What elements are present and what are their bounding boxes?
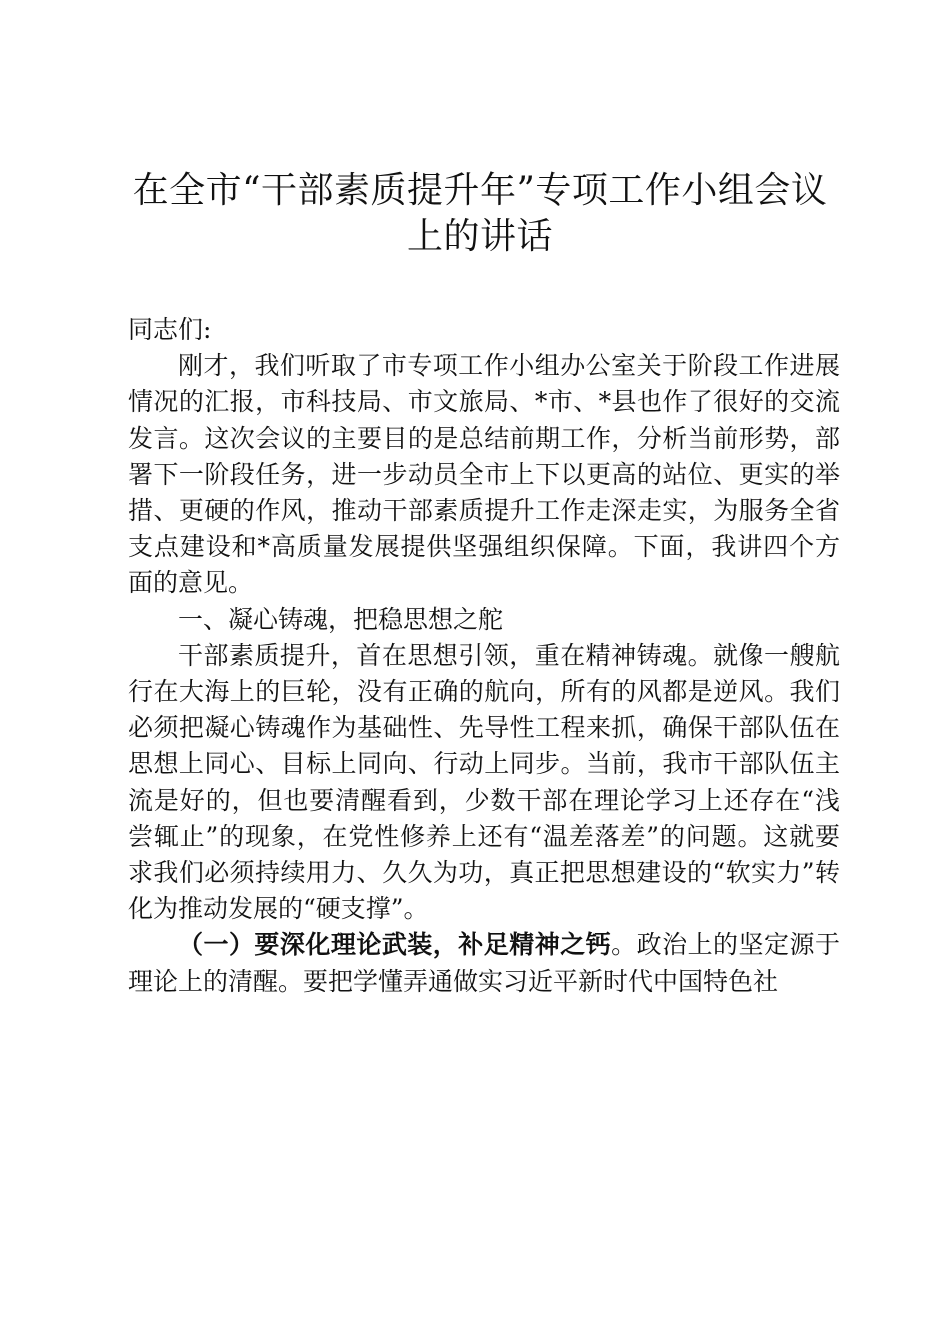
subsection-1-text: 。政治上的坚定源于理论上的清醒。要把学懂弄通做实习近平新时代中国特色社: [128, 930, 840, 996]
opening-paragraph: 刚才，我们听取了市专项工作小组办公室关于阶段工作进展情况的汇报，市科技局、市文旅局、*市、*县也作了很好的交流发言。这次会议的主要目的是总结前期工作，分析当前形势，部署下一阶段任务，进一步动员全市上下以更高的站位、更实的举措、更硬的作风，推动干部素质提升工作走深走实，为服务全省支点建设和*高质量发展提供坚强组织保障。下面，我讲四个方面的意见。: [128, 351, 840, 598]
title-line-2: 上的讲话: [406, 216, 553, 257]
document-title: [110, 168, 850, 260]
document-body: [128, 312, 840, 1000]
salutation: 同志们:: [128, 315, 212, 344]
section-1-paragraph: 干部素质提升，首在思想引领，重在精神铸魂。就像一艘航行在大海上的巨轮，没有正确的航向，所有的风都是逆风。我们必须把凝心铸魂作为基础性、先导性工程来抓，确保干部队伍在思想上同心、目标上同向、行动上同步。当前，我市干部队伍主流是好的，但也要清醒看到，少数干部在理论学习上还存在“浅尝辄止”的现象，在党性修养上还有“温差落差”的问题。这就要求我们必须持续用力、久久为功，真正把思想建设的“软实力”转化为推动发展的“硬支撑”。: [128, 640, 840, 924]
title-line-1: 在全市“干部素质提升年”专项工作小组会议: [132, 170, 828, 211]
subsection-1-paragraph: [128, 927, 840, 999]
section-heading-1: 一、凝心铸魂，把稳思想之舵: [178, 604, 504, 634]
subsection-1-title: （一）要深化理论武装，补足精神之钙: [178, 930, 612, 960]
